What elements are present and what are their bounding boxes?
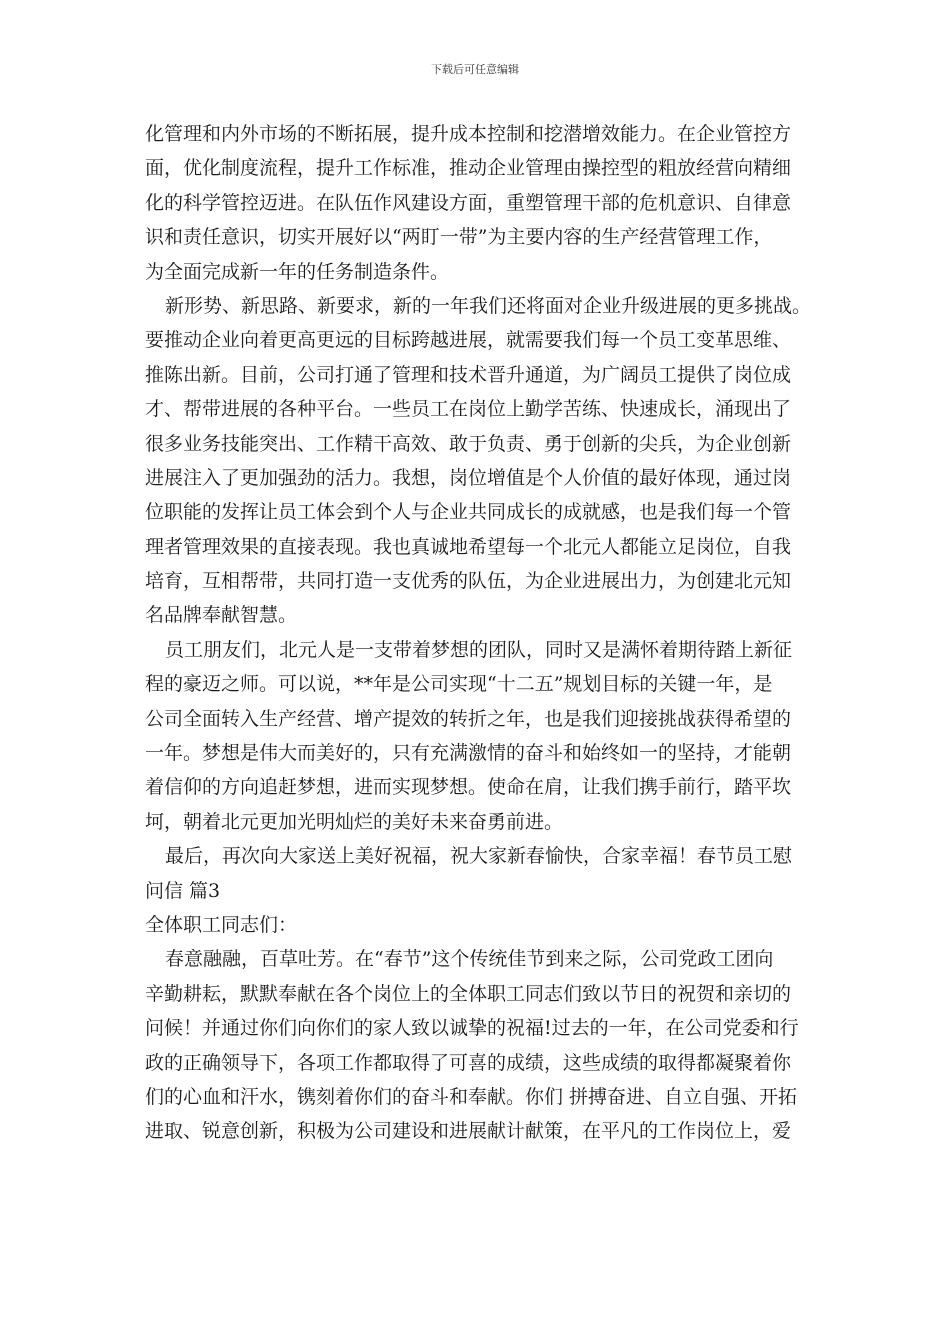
text-line: 程的豪迈之师。可以说，**年是公司实现“十二五”规划目标的关键一年，是 — [145, 673, 773, 696]
text-line: 们的心血和汗水，镌刻着你们的奋斗和奉献。你们 拼搏奋进、自立自强、开拓 — [145, 1085, 798, 1108]
text-line: 为全面完成新一年的任务制造条件。 — [145, 260, 450, 283]
text-line: 很多业务技能突出、工作精干高效、敢于负责、勇于创新的尖兵，为企业创新 — [145, 432, 792, 455]
text-line: 理者管理效果的直接表现。我也真诚地希望每一个北元人都能立足岗位，自我 — [145, 535, 792, 558]
text-line: 名品牌奉献智慧。 — [145, 604, 298, 627]
text-line: 面，优化制度流程，提升工作标准，推动企业管理由操控型的粗放经营向精细 — [145, 157, 792, 180]
text-line: 辛勤耕耘，默默奉献在各个岗位上的全体职工同志们致以节日的祝贺和亲切的 — [145, 982, 792, 1005]
text-line: 最后，再次向大家送上美好祝福，祝大家新春愉快，合家幸福！春节员工慰 — [165, 845, 793, 868]
text-line: 才、帮带进展的各种平台。一些员工在岗位上勤学苦练、快速成长，涌现出了 — [145, 398, 792, 421]
text-line: 一年。梦想是伟大而美好的，只有充满激情的奋斗和始终如一的坚持，才能朝 — [145, 742, 792, 765]
text-line: 进取、锐意创新，积极为公司建设和进展献计献策，在平凡的工作岗位上，爱 — [145, 1120, 792, 1143]
text-line: 问信 篇3 — [145, 879, 221, 902]
text-line: 新形势、新思路、新要求，新的一年我们还将面对企业升级进展的更多挑战。 — [165, 294, 812, 317]
text-line: 公司全面转入生产经营、增产提效的转折之年，也是我们迎接挑战获得希望的 — [145, 707, 792, 730]
text-line: 要推动企业向着更高更远的目标跨越进展，就需要我们每一个员工变革思维、 — [145, 329, 792, 352]
page-header: 下载后可任意编辑 — [431, 63, 519, 76]
text-line: 化管理和内外市场的不断拓展，提升成本控制和挖潜增效能力。在企业管控方 — [145, 123, 792, 145]
text-line: 识和责任意识，切实开展好以“两盯一带”为主要内容的生产经营管理工作， — [145, 226, 773, 249]
text-line: 春意融融，百草吐芳。在“春节”这个传统佳节到来之际，公司党政工团向 — [165, 948, 774, 971]
text-line: 培育，互相帮带，共同打造一支优秀的队伍，为企业进展出力，为创建北元知 — [145, 570, 792, 593]
text-line: 位职能的发挥让员工体会到个人与企业共同成长的成就感，也是我们每一个管 — [145, 501, 792, 524]
text-line: 问候！并通过你们向你们的家人致以诚挚的祝福!过去的一年，在公司党委和行 — [145, 1017, 799, 1040]
document-body — [145, 117, 820, 1149]
text-line: 推陈出新。目前，公司打通了管理和技术晋升通道，为广阔员工提供了岗位成 — [145, 363, 792, 386]
text-line: 全体职工同志们： — [145, 913, 298, 936]
text-line: 政的正确领导下，各项工作都取得了可喜的成绩，这些成绩的取得都凝聚着你 — [145, 1051, 792, 1074]
text-line: 进展注入了更加强劲的活力。我想，岗位增值是个人价值的最好体现，通过岗 — [145, 466, 792, 489]
text-line: 员工朋友们，北元人是一支带着梦想的团队，同时又是满怀着期待踏上新征 — [165, 638, 793, 661]
text-line: 坷，朝着北元更加光明灿烂的美好未来奋勇前进。 — [145, 810, 564, 833]
text-line: 着信仰的方向追赶梦想，进而实现梦想。使命在肩，让我们携手前行，踏平坎 — [145, 776, 792, 799]
text-line: 化的科学管控迈进。在队伍作风建设方面，重塑管理干部的危机意识、自律意 — [145, 191, 792, 214]
